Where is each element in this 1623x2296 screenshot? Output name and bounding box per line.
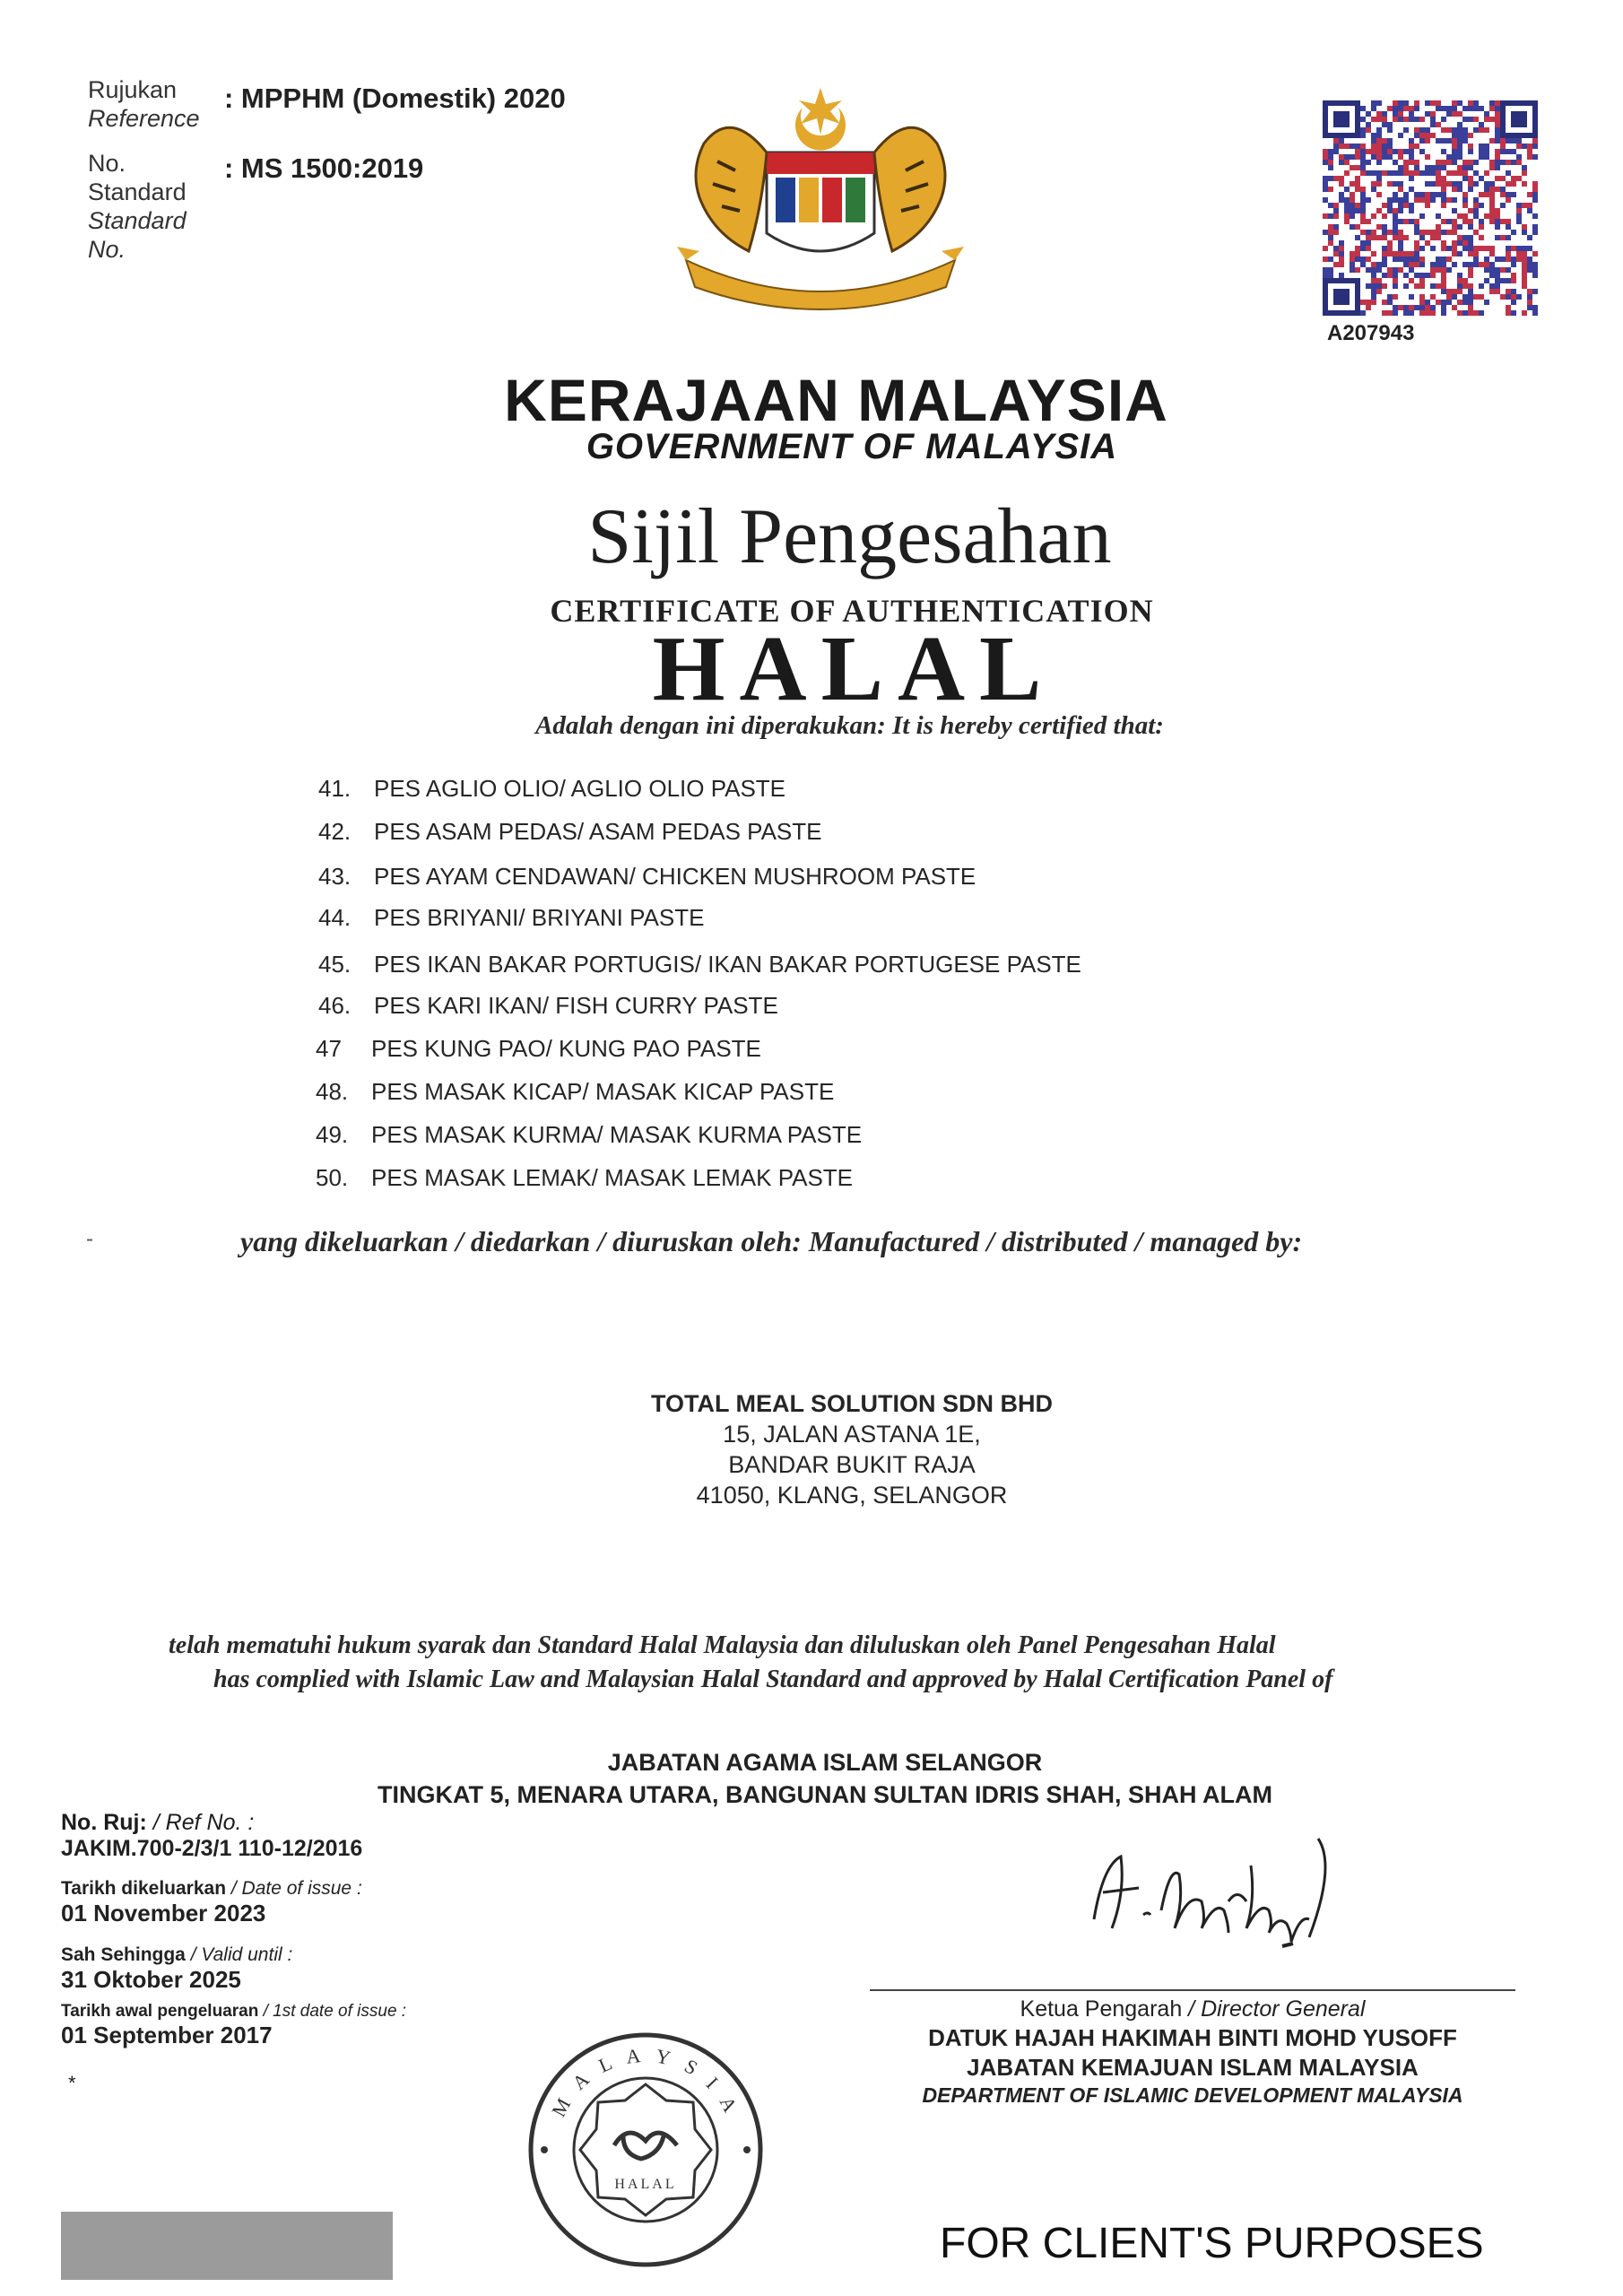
client-purposes-note: FOR CLIENT'S PURPOSES: [940, 2220, 1484, 2267]
product-number: 41.: [318, 775, 352, 802]
date-of-issue: 01 November 2023: [61, 1900, 266, 1926]
redacted-box: [61, 2212, 393, 2280]
certificate-subtitle: CERTIFICATE OF AUTHENTICATION: [550, 593, 1154, 629]
product-name: PES AYAM CENDAWAN/ CHICKEN MUSHROOM PASTE: [374, 863, 976, 890]
product-name: PES MASAK KICAP/ MASAK KICAP PASTE: [371, 1078, 835, 1105]
company-address-line3: 41050, KLANG, SELANGOR: [696, 1482, 1008, 1509]
signature: [1076, 1830, 1372, 1964]
halal-heading: HALAL: [652, 617, 1056, 720]
signatory-name: DATUK HAJAH HAKIMAH BINTI MOHD YUSOFF: [928, 2024, 1457, 2051]
product-item: [318, 863, 976, 891]
valid-until-block: Sah Sehingga / Valid until : 31 Oktober 2025: [61, 1944, 293, 1993]
halal-logo-text: HALAL: [614, 2177, 677, 2192]
product-number: 44.: [318, 904, 352, 931]
product-item: [318, 818, 821, 846]
coat-of-arms-emblem: [668, 81, 973, 314]
company-address-line2: BANDAR BUKIT RAJA: [728, 1451, 976, 1478]
product-number: 45.: [318, 951, 352, 978]
compliance-statement: [169, 1629, 1469, 1697]
product-item: [318, 992, 778, 1020]
product-number: 42.: [318, 818, 352, 845]
signatory-block: Ketua Pengarah / Director General DATUK HAJAH HAKIMAH BINTI MOHD YUSOFF JABATAN KEMAJUAN ISLAM MALAYSIA DEPARTMENT OF ISLAMIC DEVELOPMENT MALAYSIA: [861, 1996, 1524, 2108]
qr-code: [1323, 100, 1538, 316]
company-name: TOTAL MEAL SOLUTION SDN BHD: [650, 1390, 1053, 1417]
authority-name: JABATAN AGAMA ISLAM SELANGOR: [607, 1749, 1043, 1776]
first-date-of-issue: 01 September 2017: [61, 2022, 273, 2048]
asterisk-mark: *: [68, 2072, 76, 2094]
signatory-department-english: DEPARTMENT OF ISLAMIC DEVELOPMENT MALAYSIA: [922, 2083, 1463, 2107]
reference-label: Rujukan Reference: [88, 76, 200, 132]
page-title-english: GOVERNMENT OF MALAYSIA: [586, 427, 1118, 466]
certificate-title: Sijil Pengesahan: [587, 493, 1112, 580]
product-number: 43.: [318, 863, 352, 890]
product-name: PES KUNG PAO/ KUNG PAO PASTE: [371, 1035, 761, 1062]
product-name: PES KARI IKAN/ FISH CURRY PASTE: [374, 992, 778, 1019]
product-number: 50.: [316, 1164, 349, 1191]
date-of-issue-block: Tarikh dikeluarkan / Date of issue : 01 November 2023: [61, 1878, 362, 1926]
authority-address: TINGKAT 5, MENARA UTARA, BANGUNAN SULTAN IDRIS SHAH, SHAH ALAM: [378, 1781, 1272, 1808]
product-number: 48.: [316, 1078, 349, 1105]
company-address-line1: 15, JALAN ASTANA 1E,: [723, 1421, 981, 1448]
product-item: [316, 1035, 761, 1063]
product-item: [318, 951, 1081, 978]
product-name: PES IKAN BAKAR PORTUGIS/ IKAN BAKAR PORTUGESE PASTE: [374, 951, 1081, 978]
product-number: 49.: [316, 1121, 349, 1148]
first-issue-block: Tarikh awal pengeluaran / 1st date of issue : 01 September 2017: [61, 2002, 407, 2048]
page-title: KERAJAAN MALAYSIA: [504, 367, 1168, 433]
product-item: [318, 904, 704, 932]
product-item: [316, 1121, 862, 1149]
serial-number: A207943: [1327, 321, 1415, 345]
product-name: PES BRIYANI/ BRIYANI PASTE: [374, 904, 705, 931]
valid-until: 31 Oktober 2025: [61, 1966, 241, 1993]
manufactured-intro: yang dikeluarkan / diedarkan / diuruskan oleh: Manufactured / distributed / managed by:: [240, 1225, 1303, 1257]
margin-mark: -: [86, 1227, 93, 1251]
compliance-line-malay: telah mematuhi hukum syarak dan Standard Halal Malaysia dan diluluskan oleh Panel Pengesahan Halal: [169, 1631, 1276, 1659]
product-item: [316, 1164, 853, 1192]
product-number: 46.: [318, 992, 352, 1019]
product-item: [316, 1078, 834, 1106]
company-block: [538, 1388, 1166, 1510]
product-name: PES MASAK LEMAK/ MASAK LEMAK PASTE: [371, 1164, 854, 1191]
signature-line: [870, 1989, 1515, 1991]
signatory-department: JABATAN KEMAJUAN ISLAM MALAYSIA: [967, 2054, 1419, 2081]
product-item: [318, 775, 785, 803]
svg-text:M A L A Y S I A: M A L A Y S I A: [547, 2043, 744, 2121]
reference-number: JAKIM.700-2/3/1 110-12/2016: [61, 1836, 363, 1861]
product-name: PES AGLIO OLIO/ AGLIO OLIO PASTE: [374, 775, 786, 802]
product-name: PES MASAK KURMA/ MASAK KURMA PASTE: [371, 1121, 863, 1148]
standard-value: : MS 1500:2019: [224, 152, 424, 184]
product-name: PES ASAM PEDAS/ ASAM PEDAS PASTE: [374, 818, 822, 845]
halal-malaysia-logo: [525, 2029, 767, 2271]
compliance-line-english: has complied with Islamic Law and Malaysian Halal Standard and approved by Halal Certification Panel of: [213, 1665, 1333, 1693]
product-number: 47: [316, 1035, 342, 1062]
reference-value: : MPPHM (Domestik) 2020: [224, 83, 566, 114]
standard-label: No. Standard Standard No.: [88, 150, 187, 263]
reference-number-block: No. Ruj: / Ref No. : JAKIM.700-2/3/1 110-12/2016: [61, 1810, 363, 1861]
certified-intro: Adalah dengan ini diperakukan: It is hereby certified that:: [535, 711, 1164, 740]
